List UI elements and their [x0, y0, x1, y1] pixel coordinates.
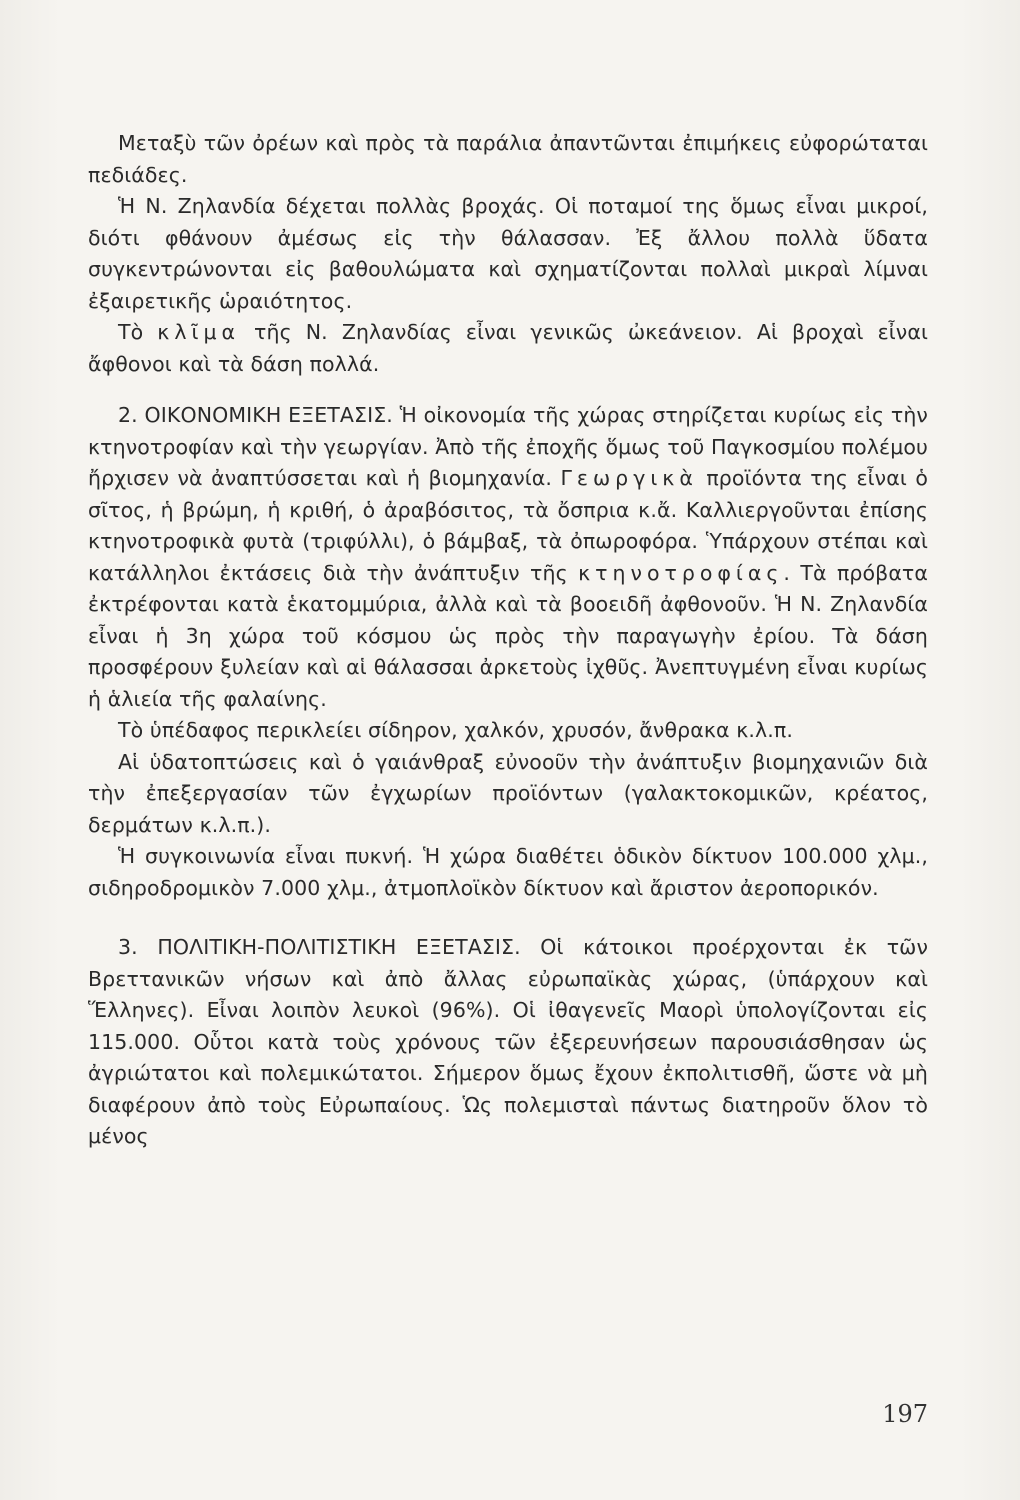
paragraph-subsoil: Τὸ ὑπέδαφος περικλείει σίδηρον, χαλκόν, χρυσόν, ἄνθρακα κ.λ.π. — [118, 718, 793, 742]
emphasis-klima: κλῖμα — [157, 320, 241, 344]
paragraph-transport: Ἡ συγκοινωνία εἶναι πυκνή. Ἡ χώρα διαθέτει ὁδικὸν δίκτυον 100.000 χλμ., σιδηροδρομικὸν 7.000 χλμ., ἀτμοπλοϊκὸν δίκτυον καὶ ἄριστον ἀεροπορικόν. — [88, 844, 928, 900]
paragraph-rainfall-rivers: Ἡ Ν. Ζηλανδία δέχεται πολλὰς βροχάς. Οἱ ποταμοί της ὅμως εἶναι μικροί, διότι φθάνουν ἀμέσως εἰς τὴν θάλασσαν. Ἐξ ἄλλου πολλὰ ὕδατα συγκεντρώνονται εἰς βαθουλώματα καὶ σχηματίζονται πολλαὶ μικραὶ λίμναι ἐξαιρετικῆς ὡραιότητος. — [88, 194, 928, 313]
paragraph-industry: Αἱ ὑδατοπτώσεις καὶ ὁ γαιάνθραξ εὐνοοῦν τὴν ἀνάπτυξιν βιομηχανιῶν διὰ τὴν ἐπεξεργασίαν τῶν ἐγχωρίων προϊόντων (γαλακτοκομικῶν, κρέατος, δερμάτων κ.λ.π.). — [88, 749, 928, 837]
paragraph-mountains-plains: Μεταξὺ τῶν ὀρέων καὶ πρὸς τὰ παράλια ἀπαντῶνται ἐπιμήκεις εὐφορώταται πεδιάδες. — [88, 131, 928, 187]
paragraph-economic-section: 2. ΟΙΚΟΝΟΜΙΚΗ ΕΞΕΤΑΣΙΣ. Ἡ οἰκονομία τῆς χώρας στηρίζεται κυρίως εἰς τὴν κτηνοτροφίαν καὶ τὴν γεωργίαν. Ἀπὸ τῆς ἐποχῆς ὅμως τοῦ Παγκοσμίου πολέμου ἤρχισεν νὰ ἀναπτύσσεται καὶ ἡ βιομηχανία. Γεωργικὰ προϊόντα της εἶναι ὁ σῖτος, ἡ βρώμη, ἡ κριθή, ὁ ἀραβόσιτος, τὰ ὄσπρια κ.ἄ. Καλλιεργοῦνται ἐπίσης κτηνοτροφικὰ φυτὰ (τριφύλλι), ὁ βάμβαξ, τὰ ὀπωροφόρα. Ὑπάρχουν στέπαι καὶ κατάλληλοι ἐκτάσεις διὰ τὴν ἀνάπτυξιν τῆς κτηνοτροφίας. Τὰ πρόβατα ἐκτρέφονται κατὰ ἑκατομμύρια, ἀλλὰ καὶ τὰ βοοειδῆ ἀφθονοῦν. Ἡ Ν. Ζηλανδία εἶναι ἡ 3η χώρα τοῦ κόσμου ὡς πρὸς τὴν παραγωγὴν ἐρίου. Τὰ δάση προσφέρουν ξυλείαν καὶ αἱ θάλασσαι ἀρκετοὺς ἰχθῦς. Ἀνεπτυγμένη εἶναι κυρίως ἡ ἁλιεία τῆς φαλαίνης. — [88, 403, 928, 711]
emphasis-georgika: Γεωργικὰ — [560, 466, 698, 490]
emphasis-ktinotrofias: κτηνοτροφίας — [578, 560, 784, 585]
body-text — [88, 128, 928, 1153]
page-number: 197 — [882, 1400, 928, 1428]
paragraph-political-section: 3. ΠΟΛΙΤΙΚΗ-ΠΟΛΙΤΙΣΤΙΚΗ ΕΞΕΤΑΣΙΣ. Οἱ κάτοικοι προέρχονται ἐκ τῶν Βρεττανικῶν νήσων καὶ ἀπὸ ἄλλας εὐρωπαϊκὰς χώρας, (ὑπάρχουν καὶ Ἕλληνες). Εἶναι λοιπὸν λευκοὶ (96%). Οἱ ἰθαγενεῖς Μαορὶ ὑπολογίζονται εἰς 115.000. Οὗτοι κατὰ τοὺς χρόνους τῶν ἐξερευνήσεων παρουσιάσθησαν ὡς ἀγριώτατοι καὶ πολεμικώτατοι. Σήμερον ὅμως ἔχουν ἐκπολιτισθῆ, ὥστε νὰ μὴ διαφέρουν ἀπὸ τοὺς Εὐρωπαίους. Ὡς πολεμισταὶ πάντως διατηροῦν ὅλον τὸ μένος — [88, 935, 928, 1148]
paragraph-climate: Τὸ κλῖμα τῆς Ν. Ζηλανδίας εἶναι γενικῶς ὠκεάνειον. Αἱ βροχαὶ εἶναι ἄφθονοι καὶ τὰ δάση πολλά. — [88, 320, 928, 376]
